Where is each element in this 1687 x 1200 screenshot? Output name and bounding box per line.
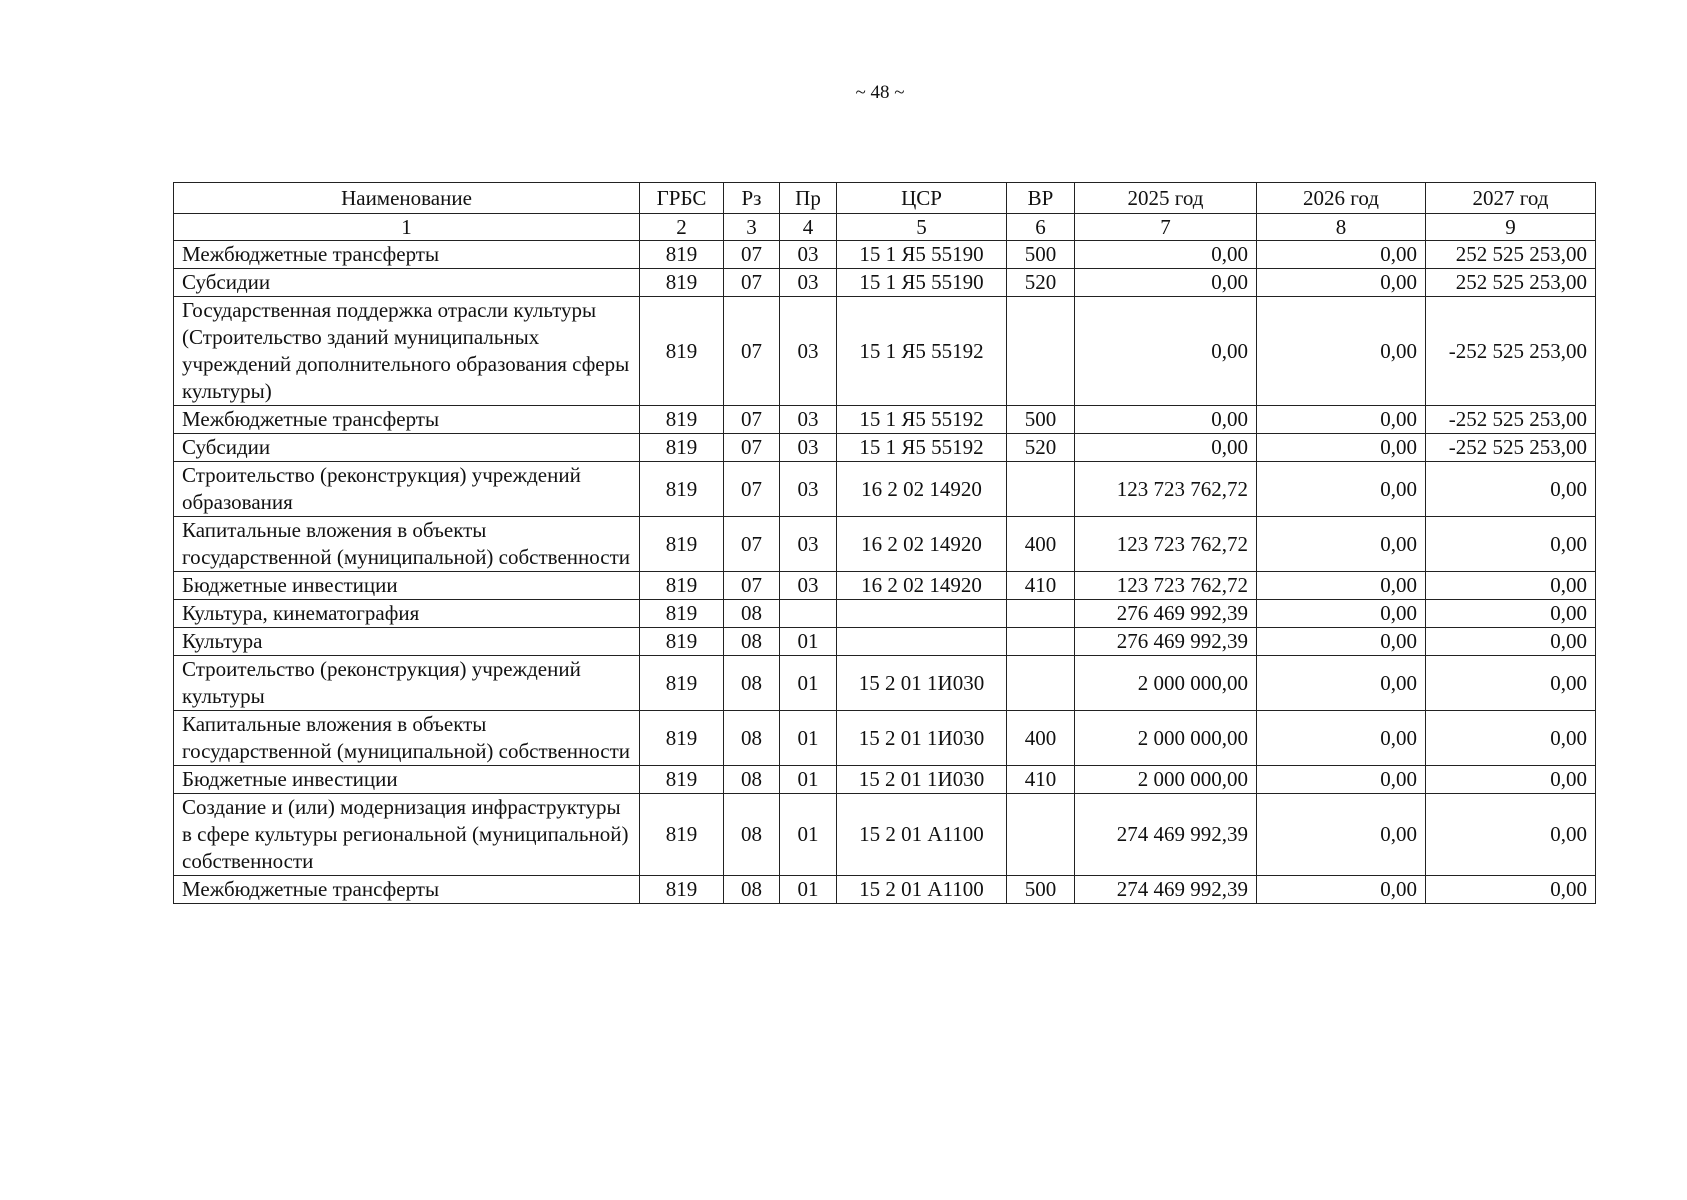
cell-name: Государственная поддержка отрасли культуры (Строительство зданий муниципальных учреждений дополнительного образования сферы культуры) — [174, 297, 640, 406]
column-number: 6 — [1007, 214, 1075, 241]
cell-rz: 07 — [724, 517, 780, 572]
cell-grbs: 819 — [640, 600, 724, 628]
cell-2025: 274 469 992,39 — [1075, 794, 1257, 876]
cell-vr — [1007, 462, 1075, 517]
cell-pr — [780, 600, 837, 628]
cell-2026: 0,00 — [1257, 656, 1426, 711]
cell-rz: 08 — [724, 766, 780, 794]
cell-name: Субсидии — [174, 434, 640, 462]
cell-pr: 03 — [780, 241, 837, 269]
cell-2025: 123 723 762,72 — [1075, 517, 1257, 572]
cell-2027: 0,00 — [1426, 876, 1596, 904]
cell-csr: 15 2 01 А1100 — [837, 876, 1007, 904]
cell-rz: 08 — [724, 656, 780, 711]
cell-2026: 0,00 — [1257, 711, 1426, 766]
cell-rz: 07 — [724, 572, 780, 600]
cell-2026: 0,00 — [1257, 766, 1426, 794]
cell-vr: 400 — [1007, 517, 1075, 572]
cell-name: Бюджетные инвестиции — [174, 766, 640, 794]
cell-pr: 01 — [780, 656, 837, 711]
table-row — [174, 572, 1596, 600]
header-rz: Рз — [724, 183, 780, 214]
cell-2025: 2 000 000,00 — [1075, 656, 1257, 711]
cell-vr — [1007, 794, 1075, 876]
cell-grbs: 819 — [640, 572, 724, 600]
cell-pr: 03 — [780, 434, 837, 462]
cell-name: Строительство (реконструкция) учреждений образования — [174, 462, 640, 517]
cell-2026: 0,00 — [1257, 628, 1426, 656]
cell-name: Межбюджетные трансферты — [174, 876, 640, 904]
cell-pr: 03 — [780, 572, 837, 600]
cell-pr: 03 — [780, 462, 837, 517]
cell-rz: 07 — [724, 297, 780, 406]
cell-csr: 16 2 02 14920 — [837, 572, 1007, 600]
cell-csr: 15 1 Я5 55190 — [837, 241, 1007, 269]
cell-vr: 400 — [1007, 711, 1075, 766]
cell-grbs: 819 — [640, 794, 724, 876]
cell-2027: 0,00 — [1426, 656, 1596, 711]
table-row — [174, 462, 1596, 517]
cell-grbs: 819 — [640, 656, 724, 711]
cell-grbs: 819 — [640, 517, 724, 572]
cell-2025: 274 469 992,39 — [1075, 876, 1257, 904]
cell-pr: 01 — [780, 794, 837, 876]
cell-csr: 15 1 Я5 55192 — [837, 434, 1007, 462]
cell-csr: 15 2 01 А1100 — [837, 794, 1007, 876]
cell-name: Культура, кинематография — [174, 600, 640, 628]
cell-grbs: 819 — [640, 462, 724, 517]
cell-csr: 15 1 Я5 55192 — [837, 297, 1007, 406]
cell-2027: 0,00 — [1426, 794, 1596, 876]
column-number: 1 — [174, 214, 640, 241]
cell-2025: 0,00 — [1075, 269, 1257, 297]
cell-rz: 08 — [724, 711, 780, 766]
column-number: 3 — [724, 214, 780, 241]
cell-grbs: 819 — [640, 628, 724, 656]
cell-vr — [1007, 628, 1075, 656]
cell-pr: 03 — [780, 406, 837, 434]
cell-pr: 03 — [780, 517, 837, 572]
column-number: 4 — [780, 214, 837, 241]
cell-vr — [1007, 297, 1075, 406]
cell-vr: 500 — [1007, 241, 1075, 269]
cell-csr: 16 2 02 14920 — [837, 517, 1007, 572]
cell-vr: 500 — [1007, 406, 1075, 434]
cell-2025: 2 000 000,00 — [1075, 711, 1257, 766]
cell-csr: 15 1 Я5 55192 — [837, 406, 1007, 434]
table-row — [174, 876, 1596, 904]
cell-rz: 07 — [724, 434, 780, 462]
table-row — [174, 711, 1596, 766]
cell-2026: 0,00 — [1257, 572, 1426, 600]
cell-2026: 0,00 — [1257, 876, 1426, 904]
cell-grbs: 819 — [640, 241, 724, 269]
cell-2026: 0,00 — [1257, 600, 1426, 628]
cell-pr: 01 — [780, 876, 837, 904]
cell-name: Бюджетные инвестиции — [174, 572, 640, 600]
cell-vr — [1007, 600, 1075, 628]
cell-pr: 03 — [780, 269, 837, 297]
cell-2027: -252 525 253,00 — [1426, 406, 1596, 434]
cell-rz: 07 — [724, 462, 780, 517]
cell-name: Строительство (реконструкция) учреждений культуры — [174, 656, 640, 711]
cell-2027: 0,00 — [1426, 766, 1596, 794]
cell-2025: 123 723 762,72 — [1075, 462, 1257, 517]
cell-2025: 123 723 762,72 — [1075, 572, 1257, 600]
cell-2027: 0,00 — [1426, 600, 1596, 628]
cell-grbs: 819 — [640, 876, 724, 904]
cell-csr — [837, 600, 1007, 628]
table-row — [174, 628, 1596, 656]
cell-csr: 15 2 01 1И030 — [837, 766, 1007, 794]
cell-2027: 0,00 — [1426, 711, 1596, 766]
table-row — [174, 434, 1596, 462]
cell-name: Межбюджетные трансферты — [174, 241, 640, 269]
budget-table — [173, 182, 1596, 904]
header-2027: 2027 год — [1426, 183, 1596, 214]
header-csr: ЦСР — [837, 183, 1007, 214]
column-number: 9 — [1426, 214, 1596, 241]
cell-2026: 0,00 — [1257, 269, 1426, 297]
cell-vr: 520 — [1007, 434, 1075, 462]
cell-name: Капитальные вложения в объекты государственной (муниципальной) собственности — [174, 711, 640, 766]
cell-rz: 07 — [724, 406, 780, 434]
cell-2025: 276 469 992,39 — [1075, 600, 1257, 628]
table-row — [174, 600, 1596, 628]
header-pr: Пр — [780, 183, 837, 214]
cell-2026: 0,00 — [1257, 241, 1426, 269]
cell-grbs: 819 — [640, 434, 724, 462]
cell-grbs: 819 — [640, 269, 724, 297]
header-2026: 2026 год — [1257, 183, 1426, 214]
cell-rz: 07 — [724, 269, 780, 297]
cell-2026: 0,00 — [1257, 297, 1426, 406]
cell-pr: 01 — [780, 711, 837, 766]
cell-2027: 0,00 — [1426, 572, 1596, 600]
header-grbs: ГРБС — [640, 183, 724, 214]
header-name: Наименование — [174, 183, 640, 214]
column-number: 2 — [640, 214, 724, 241]
table-row — [174, 656, 1596, 711]
table-row — [174, 406, 1596, 434]
cell-2027: 0,00 — [1426, 517, 1596, 572]
cell-name: Капитальные вложения в объекты государственной (муниципальной) собственности — [174, 517, 640, 572]
cell-2025: 276 469 992,39 — [1075, 628, 1257, 656]
page-number: ~ 48 ~ — [855, 82, 905, 103]
cell-csr: 15 2 01 1И030 — [837, 656, 1007, 711]
table-row — [174, 794, 1596, 876]
cell-2026: 0,00 — [1257, 517, 1426, 572]
cell-2026: 0,00 — [1257, 794, 1426, 876]
cell-name: Культура — [174, 628, 640, 656]
header-vr: ВР — [1007, 183, 1075, 214]
cell-rz: 08 — [724, 600, 780, 628]
cell-pr: 01 — [780, 766, 837, 794]
cell-2025: 0,00 — [1075, 434, 1257, 462]
cell-grbs: 819 — [640, 711, 724, 766]
column-number-row — [174, 214, 1596, 241]
cell-grbs: 819 — [640, 297, 724, 406]
cell-csr: 15 1 Я5 55190 — [837, 269, 1007, 297]
cell-vr: 410 — [1007, 766, 1075, 794]
cell-pr: 01 — [780, 628, 837, 656]
header-2025: 2025 год — [1075, 183, 1257, 214]
cell-csr: 15 2 01 1И030 — [837, 711, 1007, 766]
cell-grbs: 819 — [640, 766, 724, 794]
table-row — [174, 766, 1596, 794]
cell-vr — [1007, 656, 1075, 711]
cell-2025: 2 000 000,00 — [1075, 766, 1257, 794]
cell-rz: 08 — [724, 794, 780, 876]
cell-vr: 410 — [1007, 572, 1075, 600]
cell-2026: 0,00 — [1257, 434, 1426, 462]
cell-2026: 0,00 — [1257, 406, 1426, 434]
cell-rz: 08 — [724, 876, 780, 904]
cell-pr: 03 — [780, 297, 837, 406]
column-number: 7 — [1075, 214, 1257, 241]
cell-csr: 16 2 02 14920 — [837, 462, 1007, 517]
cell-name: Субсидии — [174, 269, 640, 297]
header-row — [174, 183, 1596, 214]
cell-2027: -252 525 253,00 — [1426, 434, 1596, 462]
cell-2027: -252 525 253,00 — [1426, 297, 1596, 406]
column-number: 8 — [1257, 214, 1426, 241]
cell-name: Создание и (или) модернизация инфраструктуры в сфере культуры региональной (муниципальной) собственности — [174, 794, 640, 876]
cell-2027: 252 525 253,00 — [1426, 241, 1596, 269]
cell-2025: 0,00 — [1075, 406, 1257, 434]
cell-2027: 0,00 — [1426, 628, 1596, 656]
cell-name: Межбюджетные трансферты — [174, 406, 640, 434]
cell-2027: 0,00 — [1426, 462, 1596, 517]
cell-csr — [837, 628, 1007, 656]
cell-2027: 252 525 253,00 — [1426, 269, 1596, 297]
table-row — [174, 297, 1596, 406]
cell-vr: 500 — [1007, 876, 1075, 904]
table-row — [174, 241, 1596, 269]
cell-rz: 08 — [724, 628, 780, 656]
table-row — [174, 269, 1596, 297]
cell-2025: 0,00 — [1075, 297, 1257, 406]
cell-grbs: 819 — [640, 406, 724, 434]
cell-2026: 0,00 — [1257, 462, 1426, 517]
cell-rz: 07 — [724, 241, 780, 269]
cell-2025: 0,00 — [1075, 241, 1257, 269]
table-row — [174, 517, 1596, 572]
cell-vr: 520 — [1007, 269, 1075, 297]
column-number: 5 — [837, 214, 1007, 241]
